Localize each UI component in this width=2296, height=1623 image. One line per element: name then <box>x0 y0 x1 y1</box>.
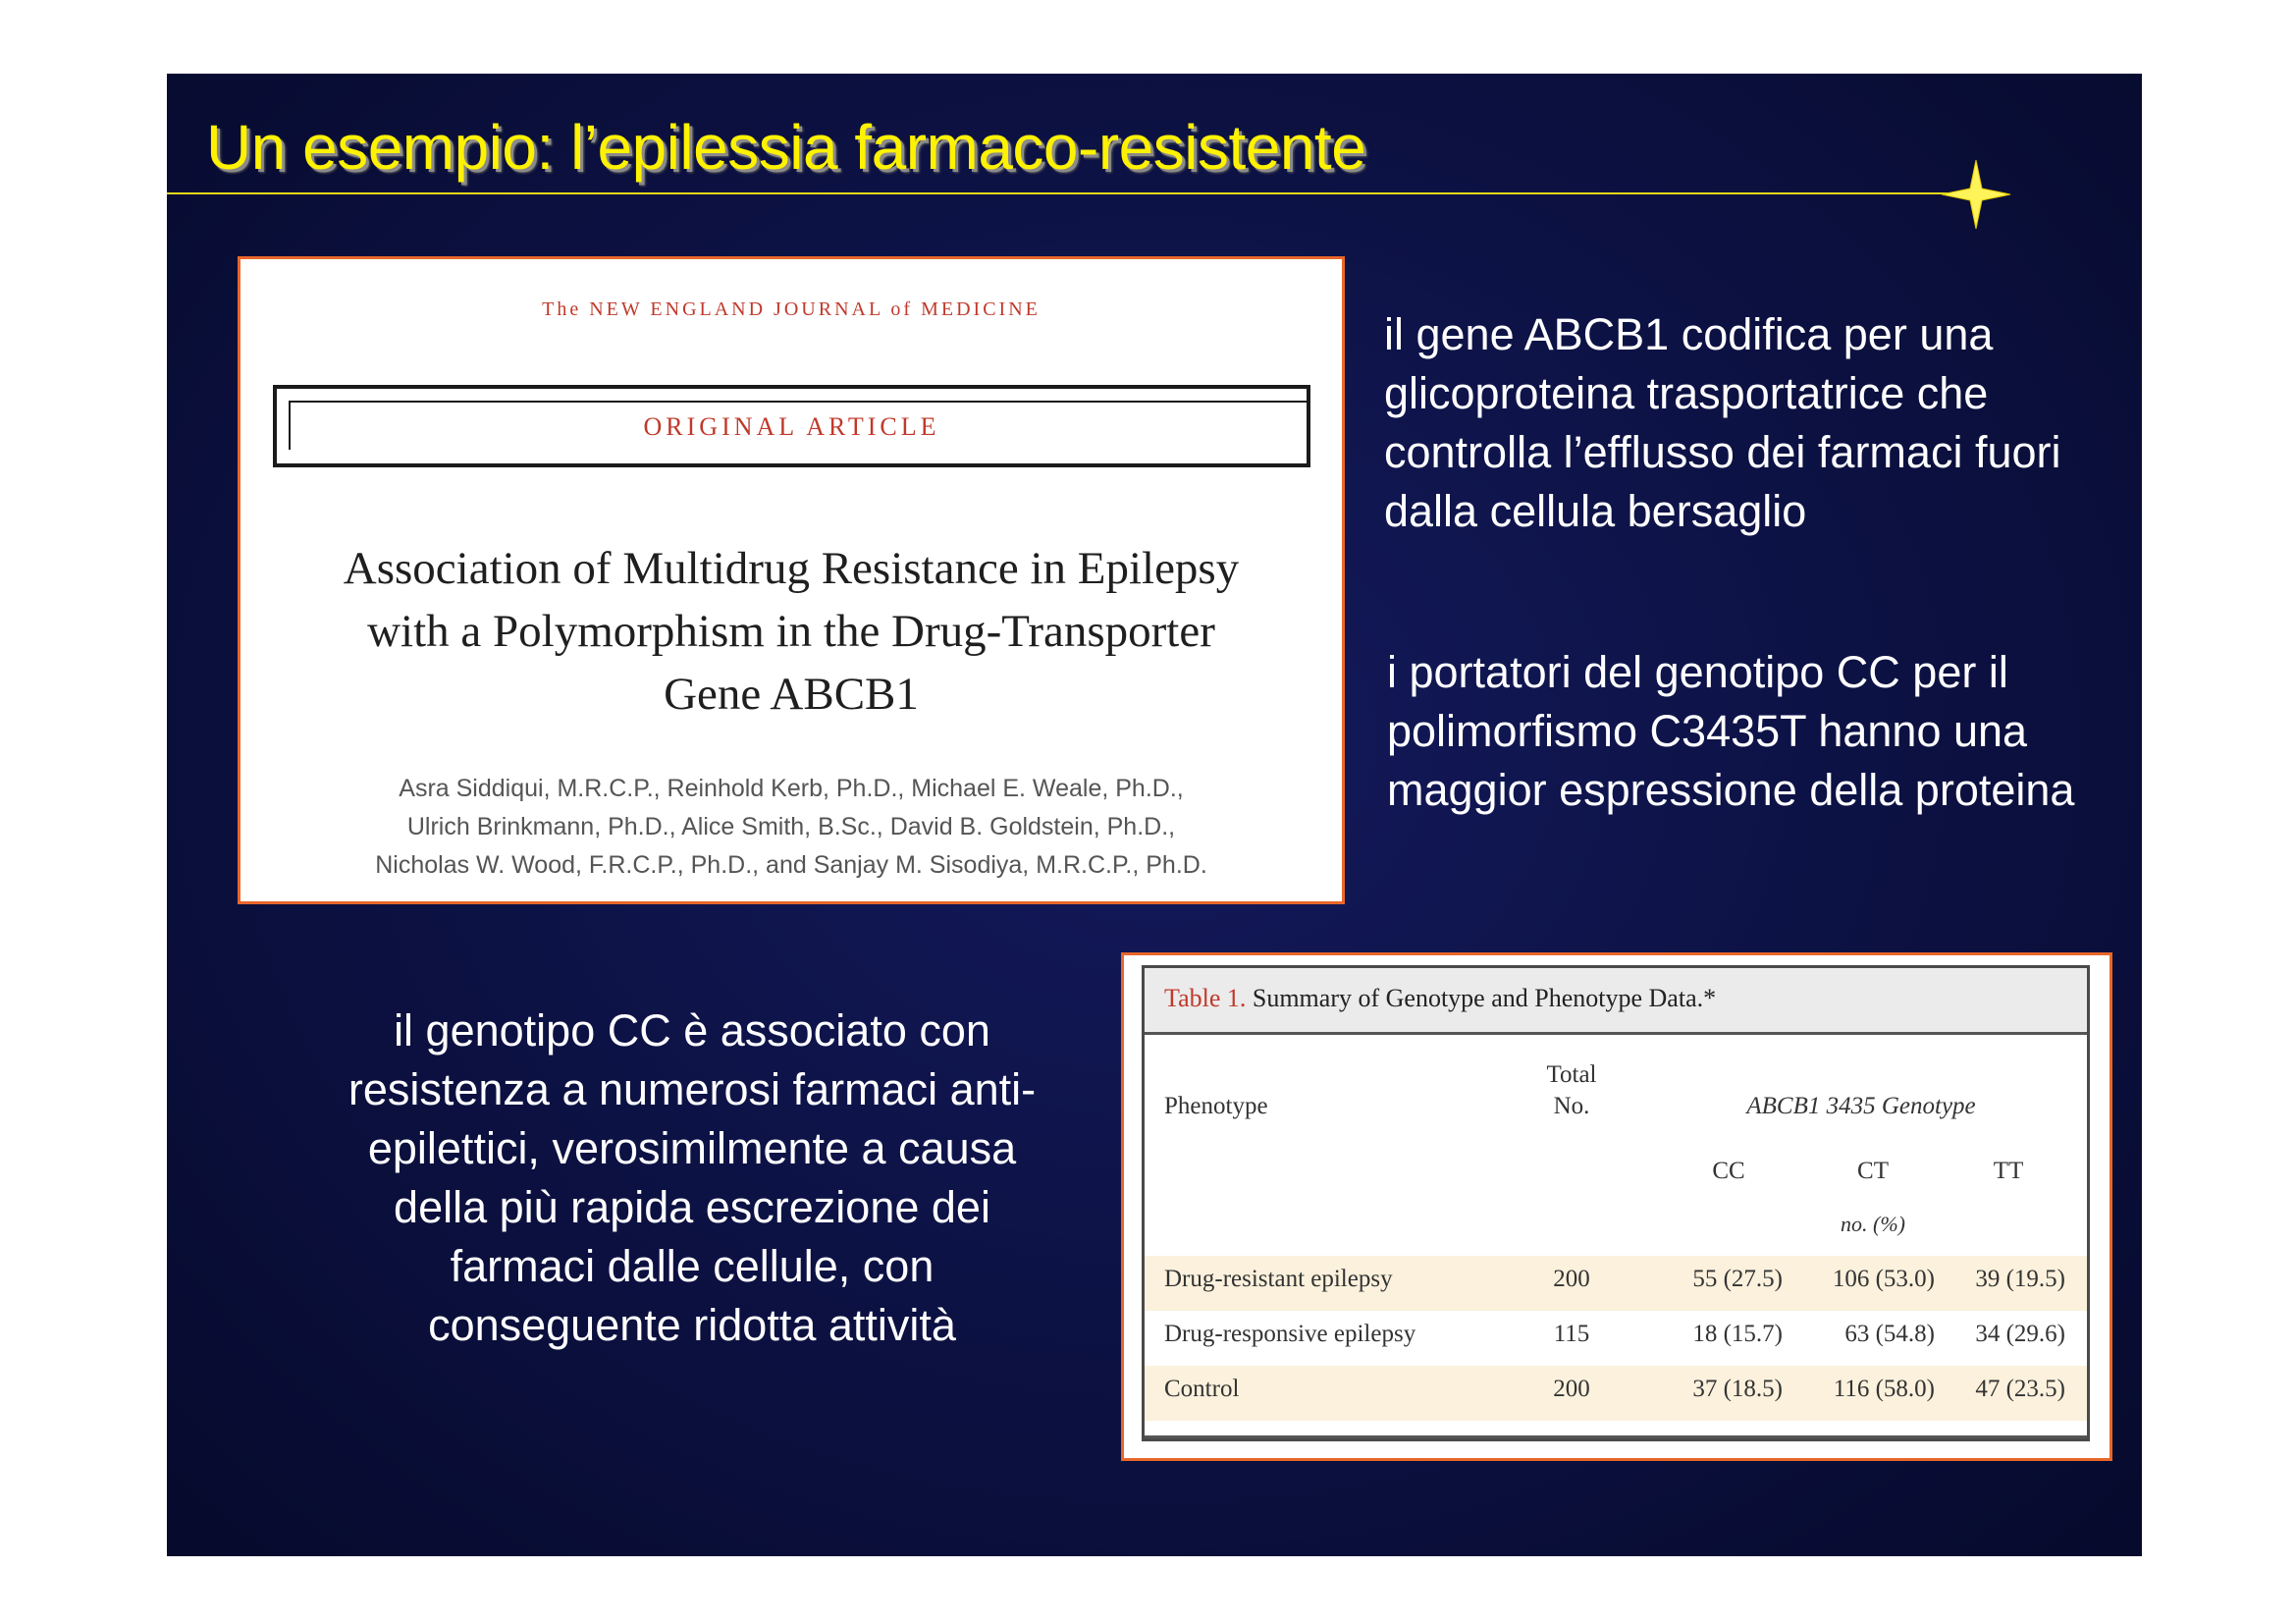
cell-ct: 106 (53.0) <box>1832 1266 1935 1292</box>
cell-ct: 63 (54.8) <box>1844 1321 1935 1347</box>
author-line: Ulrich Brinkmann, Ph.D., Alice Smith, B.Sc., David B. Goldstein, Ph.D., <box>406 813 1176 840</box>
cell-total: 200 <box>1553 1266 1590 1292</box>
table-row <box>1145 1256 2087 1311</box>
article-title-line: with a Polymorphism in the Drug-Transporter <box>367 606 1215 657</box>
article-title-line: Gene ABCB1 <box>664 669 919 720</box>
author-line: Nicholas W. Wood, F.R.C.P., Ph.D., and Sanjay M. Sisodiya, M.R.C.P., Ph.D. <box>375 851 1207 879</box>
cell-cc: 37 (18.5) <box>1692 1376 1783 1402</box>
text-abcb1-gene: il gene ABCB1 codifica per una glicoproteina trasportatrice che controlla l’efflusso dei farmaci fuori dalla cellula bersaglio <box>1384 309 2061 536</box>
header-phenotype: Phenotype <box>1164 1093 1268 1119</box>
journal-name: The NEW ENGLAND JOURNAL of MEDICINE <box>542 298 1041 320</box>
table-caption-bar <box>1145 968 2087 1035</box>
cell-phenotype: Drug-responsive epilepsy <box>1164 1321 1416 1347</box>
header-genotype-group: ABCB1 3435 Genotype <box>1746 1093 1976 1119</box>
article-thumbnail <box>238 256 1345 904</box>
header-genotype-cc: CC <box>1712 1158 1745 1184</box>
slide-title: Un esempio: l’epilessia farmaco-resistente <box>206 112 1366 183</box>
cell-tt: 39 (19.5) <box>1975 1266 2065 1292</box>
slide <box>167 74 2142 1556</box>
header-total-line1: Total <box>1546 1061 1597 1088</box>
article-title <box>240 537 1342 726</box>
genotype-table-card <box>1121 952 2112 1461</box>
table-caption <box>1164 984 1716 1013</box>
table-caption-text: Summary of Genotype and Phenotype Data.* <box>1252 984 1717 1012</box>
cell-cc: 18 (15.7) <box>1692 1321 1783 1347</box>
text-cc-carriers: i portatori del genotipo CC per il polimorfismo C3435T hanno una maggior espressione della proteina <box>1387 647 2075 815</box>
author-line: Asra Siddiqui, M.R.C.P., Reinhold Kerb, Ph.D., Michael E. Weale, Ph.D., <box>399 775 1184 802</box>
cell-phenotype: Control <box>1164 1376 1240 1402</box>
header-genotype-tt: TT <box>1993 1158 2024 1184</box>
text-cc-resistance: il genotipo CC è associato con resistenza a numerosi farmaci anti-epilettici, verosimilmente a causa della più rapida escrezione dei farmaci dalle cellule, con conseguente ridotta attività <box>347 1005 1037 1350</box>
cell-cc: 55 (27.5) <box>1692 1266 1783 1292</box>
cell-ct: 116 (58.0) <box>1833 1376 1935 1402</box>
header-genotype-ct: CT <box>1857 1158 1889 1184</box>
cell-phenotype: Drug-resistant epilepsy <box>1164 1266 1393 1292</box>
star-icon <box>1940 158 2012 231</box>
article-title-line: Association of Multidrug Resistance in Epilepsy <box>343 543 1240 594</box>
cell-tt: 34 (29.6) <box>1975 1321 2065 1347</box>
genotype-table <box>1142 965 2090 1441</box>
table-caption-label: Table 1. <box>1164 984 1247 1012</box>
original-article-banner <box>273 385 1310 467</box>
table-row <box>1145 1311 2087 1366</box>
cell-total: 200 <box>1553 1376 1590 1402</box>
original-article-label: ORIGINAL ARTICLE <box>643 412 940 441</box>
cell-total: 115 <box>1553 1321 1590 1347</box>
table-row <box>1145 1366 2087 1421</box>
cell-tt: 47 (23.5) <box>1975 1376 2065 1402</box>
header-total-line2: No. <box>1553 1093 1590 1119</box>
article-authors <box>240 770 1342 885</box>
title-underline <box>167 192 1976 194</box>
header-unit: no. (%) <box>1841 1212 1905 1236</box>
